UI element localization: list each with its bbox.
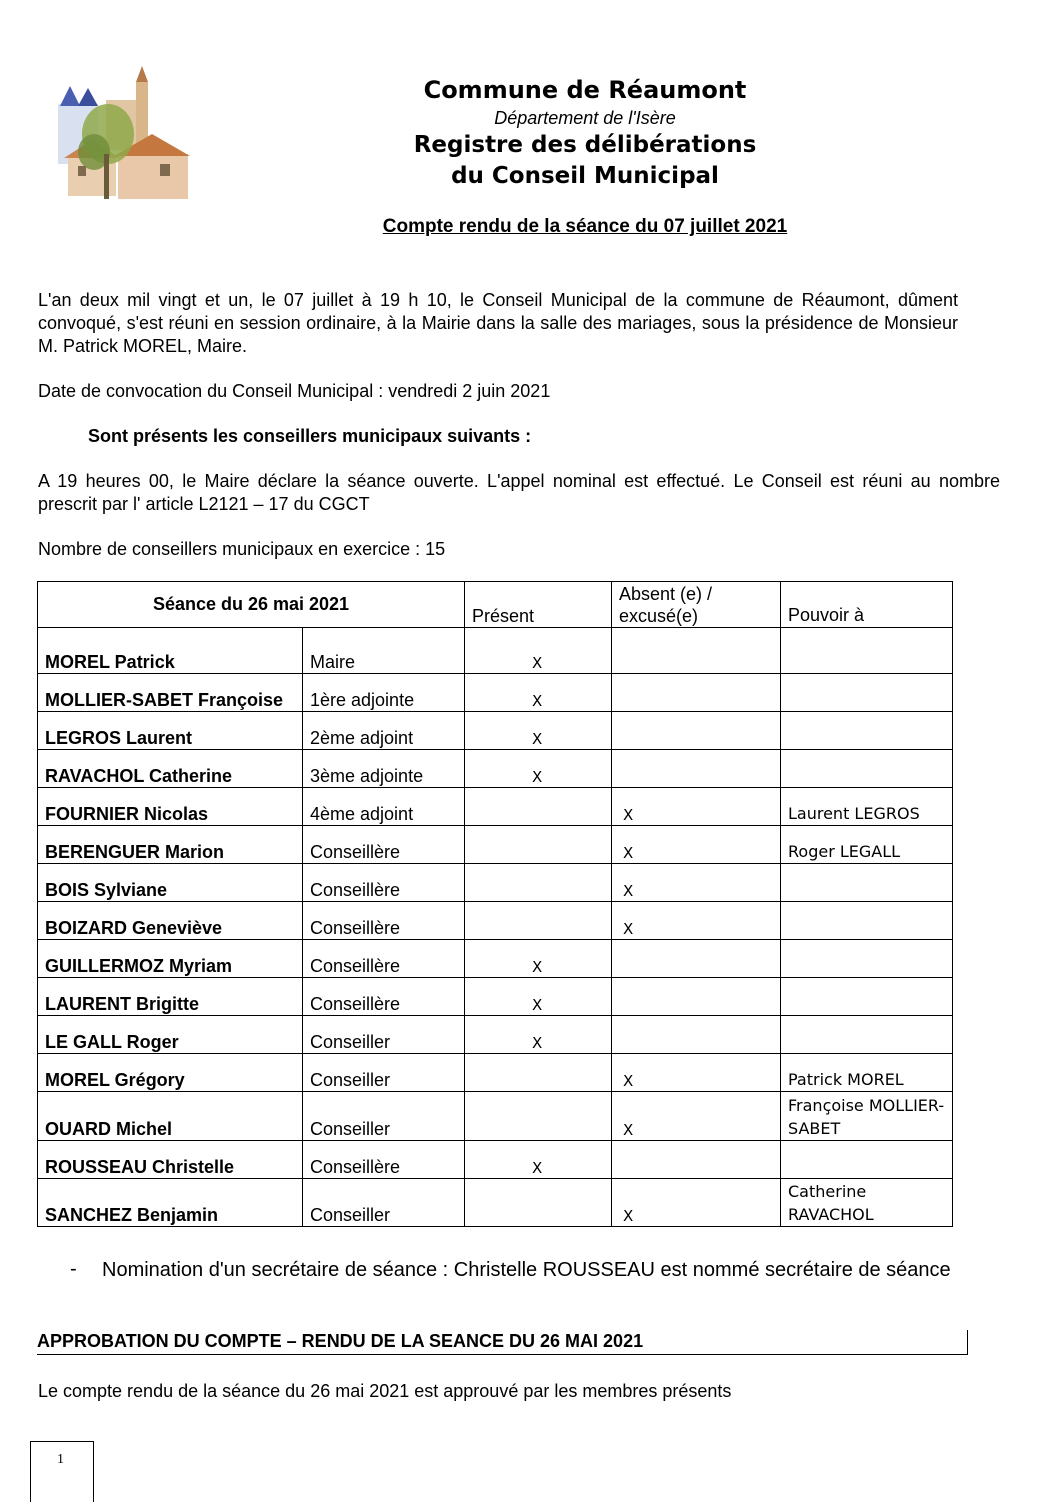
present-mark: [465, 1092, 612, 1141]
proxy-to-text: Catherine RAVACHOL: [788, 1182, 874, 1224]
table-row: [38, 826, 953, 864]
absent-mark-text: [619, 1034, 623, 1052]
absent-mark: [612, 1141, 781, 1179]
absent-mark: [612, 1092, 781, 1141]
member-name-text: GUILLERMOZ Myriam: [45, 956, 233, 976]
present-mark-text: X: [532, 768, 543, 786]
departement-subtitle: Département de l'Isère: [494, 108, 676, 128]
absent-mark: [612, 674, 781, 712]
approbation-text: Le compte rendu de la séance du 26 mai 2021 est approuvé par les membres présents: [38, 1381, 732, 1401]
present-mark: [465, 1141, 612, 1179]
member-role-text: Conseillère: [310, 880, 401, 900]
convocation-date: Date de convocation du Conseil Municipal : vendredi 2 juin 2021: [38, 381, 551, 401]
absent-mark-text: X: [623, 1072, 634, 1090]
member-name: [38, 902, 303, 940]
absent-mark-text: X: [623, 1121, 634, 1139]
member-name: [38, 864, 303, 902]
present-mark: [465, 1179, 612, 1227]
proxy-to: [781, 1054, 953, 1092]
absent-mark-text: [619, 768, 623, 786]
member-role: [303, 1016, 465, 1054]
absent-mark: [612, 1016, 781, 1054]
member-name: [38, 826, 303, 864]
present-mark-text: X: [532, 692, 543, 710]
page-number: 1: [57, 1452, 64, 1467]
member-role-text: 4ème adjoint: [310, 804, 414, 824]
member-name: [38, 940, 303, 978]
proxy-to: [781, 864, 953, 902]
present-mark-text: X: [532, 1034, 543, 1052]
member-role: [303, 628, 465, 674]
header-present: Présent: [465, 582, 612, 628]
present-mark-text: X: [532, 1159, 543, 1177]
member-name: [38, 712, 303, 750]
member-role: [303, 1141, 465, 1179]
member-role-text: 1ère adjointe: [310, 690, 415, 710]
member-role: [303, 750, 465, 788]
header-pouvoir: Pouvoir à: [781, 582, 953, 628]
member-name-text: SANCHEZ Benjamin: [45, 1205, 219, 1225]
member-name: [38, 788, 303, 826]
proxy-to: [781, 1016, 953, 1054]
member-role: [303, 788, 465, 826]
proxy-to: [781, 1179, 953, 1227]
absent-mark: [612, 712, 781, 750]
present-mark: [465, 628, 612, 674]
absent-mark: [612, 826, 781, 864]
member-name: [38, 1016, 303, 1054]
absent-mark: [612, 1179, 781, 1227]
village-logo-icon: [48, 64, 193, 209]
present-mark-text: [472, 1121, 532, 1139]
proxy-to: [781, 628, 953, 674]
proxy-to-text: Françoise MOLLIER-SABET: [788, 1096, 945, 1138]
absent-mark-text: [619, 996, 623, 1014]
table-row: [38, 864, 953, 902]
proxy-to: [781, 1141, 953, 1179]
proxy-to-text: Patrick MOREL: [788, 1070, 904, 1089]
member-role-text: Maire: [310, 652, 356, 672]
present-mark-text: X: [532, 730, 543, 748]
member-name-text: MOLLIER-SABET Françoise: [45, 690, 284, 710]
member-role-text: Conseiller: [310, 1032, 391, 1052]
header-seance: Séance du 26 mai 2021: [38, 582, 465, 628]
member-role: [303, 674, 465, 712]
member-role: [303, 978, 465, 1016]
member-name-text: BOIZARD Geneviève: [45, 918, 223, 938]
present-mark: [465, 940, 612, 978]
member-role-text: 3ème adjointe: [310, 766, 424, 786]
nomination-text: Nomination d'un secrétaire de séance : Christelle ROUSSEAU est nommé secrétaire de séance: [102, 1259, 951, 1281]
member-role: [303, 1092, 465, 1141]
member-name-text: LEGROS Laurent: [45, 728, 193, 748]
member-role-text: Conseiller: [310, 1205, 391, 1225]
member-role-text: Conseillère: [310, 918, 401, 938]
absent-mark-text: X: [623, 844, 634, 862]
member-role: [303, 1054, 465, 1092]
nombre-conseillers: Nombre de conseillers municipaux en exercice : 15: [38, 539, 446, 559]
table-row: [38, 1141, 953, 1179]
absent-mark-text: [619, 692, 623, 710]
approbation-heading: APPROBATION DU COMPTE – RENDU DE LA SEANCE DU 26 MAI 2021: [37, 1330, 968, 1355]
table-row: [38, 1054, 953, 1092]
table-row: [38, 1016, 953, 1054]
table-row: [38, 1092, 953, 1141]
member-name-text: FOURNIER Nicolas: [45, 804, 209, 824]
page-number-box: [30, 1441, 94, 1502]
intro-paragraph: L'an deux mil vingt et un, le 07 juillet à 19 h 10, le Conseil Municipal de la commune de Réaumont, dûment convoqué, s'est réuni en session ordinaire, à la Mairie dans la salle des mariages, sous la présidence de Monsieur M. Patrick MOREL, Maire.: [38, 290, 958, 356]
table-row: [38, 750, 953, 788]
commune-title: Commune de Réaumont: [423, 76, 747, 104]
absent-mark-text: [619, 730, 623, 748]
proxy-to: [781, 674, 953, 712]
nomination-bullet: -: [70, 1258, 77, 1280]
member-role: [303, 712, 465, 750]
present-mark: [465, 978, 612, 1016]
member-role-text: Conseiller: [310, 1119, 391, 1139]
present-mark: [465, 1016, 612, 1054]
table-row: [38, 940, 953, 978]
absent-mark-text: [619, 1159, 623, 1177]
member-name-text: OUARD Michel: [45, 1119, 173, 1139]
absent-mark-text: [619, 654, 623, 672]
table-row: [38, 1179, 953, 1227]
present-mark: [465, 864, 612, 902]
absent-mark: [612, 940, 781, 978]
absent-mark: [612, 1054, 781, 1092]
absent-mark-text: X: [623, 920, 634, 938]
member-role: [303, 826, 465, 864]
member-role: [303, 1179, 465, 1227]
member-role-text: Conseillère: [310, 956, 401, 976]
absent-mark-text: X: [623, 882, 634, 900]
absent-mark: [612, 628, 781, 674]
header-absent: Absent (e) / excusé(e): [612, 582, 781, 628]
present-mark: [465, 902, 612, 940]
present-mark-text: [472, 882, 532, 900]
proxy-to-text: Laurent LEGROS: [788, 804, 920, 823]
attendance-table: [37, 581, 953, 1227]
present-mark-text: [472, 1207, 532, 1225]
member-name-text: RAVACHOL Catherine: [45, 766, 233, 786]
member-name: [38, 1054, 303, 1092]
proxy-to: [781, 978, 953, 1016]
present-mark: [465, 750, 612, 788]
absent-mark: [612, 750, 781, 788]
present-mark-text: X: [532, 996, 543, 1014]
present-mark-text: [472, 844, 532, 862]
presents-heading: Sont présents les conseillers municipaux suivants :: [88, 426, 532, 446]
proxy-to: [781, 826, 953, 864]
seance-subtitle: Compte rendu de la séance du 07 juillet 2021: [382, 216, 788, 237]
present-mark-text: [472, 806, 532, 824]
table-row: [38, 628, 953, 674]
member-name-text: ROUSSEAU Christelle: [45, 1157, 235, 1177]
member-name: [38, 1092, 303, 1141]
member-role-text: 2ème adjoint: [310, 728, 414, 748]
proxy-to: [781, 940, 953, 978]
present-mark: [465, 674, 612, 712]
absent-mark: [612, 978, 781, 1016]
present-mark-text: [472, 920, 532, 938]
present-mark-text: X: [532, 654, 543, 672]
member-name: [38, 674, 303, 712]
registre-title-line1: Registre des délibérations: [413, 132, 757, 158]
member-role: [303, 902, 465, 940]
registre-title-line2: du Conseil Municipal: [451, 163, 719, 189]
member-name-text: LAURENT Brigitte: [45, 994, 199, 1014]
present-mark-text: X: [532, 958, 543, 976]
proxy-to: [781, 1092, 953, 1141]
present-mark: [465, 712, 612, 750]
present-mark: [465, 788, 612, 826]
member-role-text: Conseillère: [310, 994, 401, 1014]
table-row: [38, 902, 953, 940]
member-role-text: Conseillère: [310, 842, 401, 862]
absent-mark: [612, 788, 781, 826]
proxy-to-text: Roger LEGALL: [788, 842, 901, 861]
member-name-text: BERENGUER Marion: [45, 842, 225, 862]
member-name-text: LE GALL Roger: [45, 1032, 179, 1052]
present-mark-text: [472, 1072, 532, 1090]
table-row: [38, 978, 953, 1016]
proxy-to: [781, 902, 953, 940]
proxy-to: [781, 750, 953, 788]
member-role: [303, 940, 465, 978]
member-name: [38, 628, 303, 674]
member-name: [38, 978, 303, 1016]
member-name-text: BOIS Sylviane: [45, 880, 168, 900]
member-name: [38, 1179, 303, 1227]
proxy-to: [781, 712, 953, 750]
absent-mark-text: X: [623, 806, 634, 824]
present-mark: [465, 1054, 612, 1092]
absent-mark-text: X: [623, 1207, 634, 1225]
member-role: [303, 864, 465, 902]
member-name: [38, 1141, 303, 1179]
member-name: [38, 750, 303, 788]
table-row: [38, 788, 953, 826]
member-name-text: MOREL Grégory: [45, 1070, 185, 1090]
table-row: [38, 674, 953, 712]
absent-mark-text: [619, 958, 623, 976]
absent-mark: [612, 902, 781, 940]
absent-mark: [612, 864, 781, 902]
member-role-text: Conseillère: [310, 1157, 401, 1177]
table-header-row: [38, 582, 953, 628]
present-mark: [465, 826, 612, 864]
ouverture-paragraph: A 19 heures 00, le Maire déclare la séance ouverte. L'appel nominal est effectué. Le Conseil est réuni au nombre prescrit par l' article L2121 – 17 du CGCT: [38, 471, 1000, 514]
table-row: [38, 712, 953, 750]
proxy-to: [781, 788, 953, 826]
member-name-text: MOREL Patrick: [45, 652, 175, 672]
member-role-text: Conseiller: [310, 1070, 391, 1090]
